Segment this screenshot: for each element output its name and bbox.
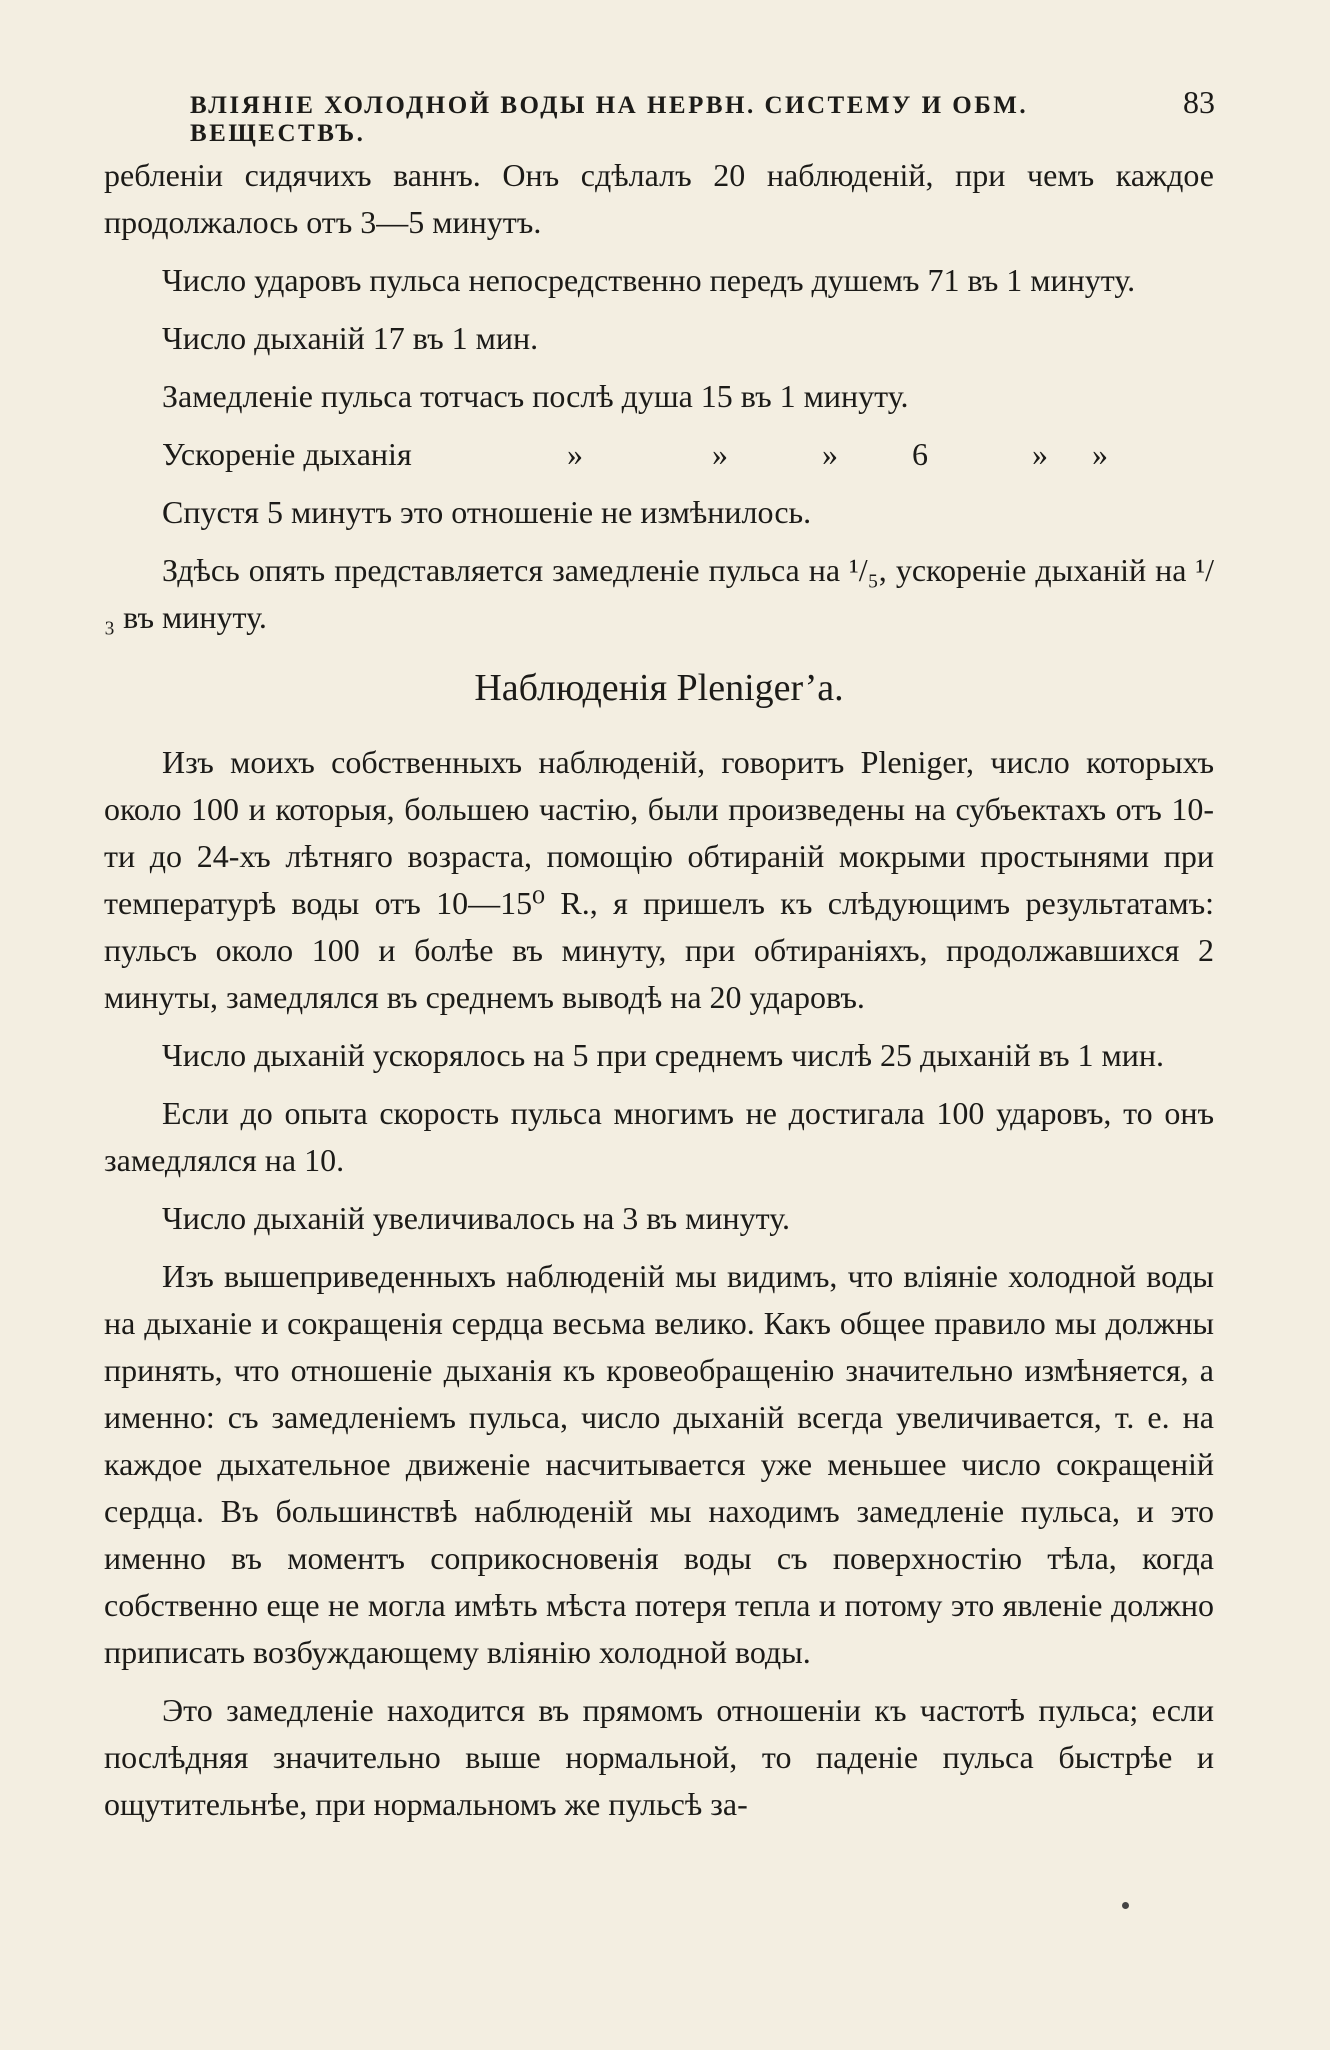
paragraph: Число ударовъ пульса непосредственно передъ душемъ 71 въ 1 минуту. xyxy=(162,262,1136,298)
ditto-mark: » xyxy=(1032,436,1048,472)
paragraph: ребленіи сидячихъ ваннъ. Онъ сдѣлалъ 20 наблюденій, при чемъ каждое продолжалось отъ 3—5 минутъ. xyxy=(104,157,1214,240)
paragraph: Здѣсь опять представляется замедленіе пульса на ¹/₅, ускореніе дыханій на ¹/₃ въ минуту. xyxy=(104,552,1214,635)
page-number: 83 xyxy=(1183,84,1215,120)
ink-speck xyxy=(1122,1902,1129,1909)
page-body xyxy=(104,152,1214,1839)
paragraph: Число дыханій увеличивалось на 3 въ минуту. xyxy=(162,1200,791,1236)
paragraph: Изъ моихъ собственныхъ наблюденій, говоритъ Pleniger, число которыхъ около 100 и которыя, большею частію, были произведены на субъектахъ отъ 10-ти до 24-хъ лѣтняго возраста, помощію обтираній мокрыми простынями при температурѣ воды отъ 10—15⁰ R., я пришелъ къ слѣдующимъ результатамъ: пульсъ около 100 и болѣе въ минуту, при обтираніяхъ, продолжавшихся 2 минуты, замедлялся въ среднемъ выводѣ на 20 ударовъ. xyxy=(104,744,1214,1015)
paragraph: Если до опыта скорость пульса многимъ не достигала 100 ударовъ, то онъ замедлялся на 10. xyxy=(104,1095,1214,1178)
ditto-row xyxy=(104,431,1214,478)
paragraph: Это замедленіе находится въ прямомъ отношеніи къ частотѣ пульса; если послѣдняя значительно выше нормальной, то паденіе пульса быстрѣе и ощутительнѣе, при нормальномъ же пульсѣ за- xyxy=(104,1692,1214,1822)
ditto-row-value: 6 xyxy=(912,436,928,472)
running-head: ВЛІЯНІЕ ХОЛОДНОЙ ВОДЫ НА НЕРВН. СИСТЕМУ И ОБМ. ВЕЩЕСТВЪ. xyxy=(190,92,1029,147)
page-header xyxy=(190,84,1215,148)
ditto-mark: » xyxy=(1092,436,1108,472)
ditto-mark: » xyxy=(822,436,838,472)
paragraph: Изъ вышеприведенныхъ наблюденій мы видимъ, что вліяніе холодной воды на дыханіе и сокращенія сердца весьма велико. Какъ общее правило мы должны принять, что отношеніе дыханія къ кровеобращенію значительно измѣняется, а именно: съ замедленіемъ пульса, число дыханій всегда увеличивается, т. е. на каждое дыхательное движеніе насчитывается уже меньшее число сокращеній сердца. Въ большинствѣ наблюденій мы находимъ замедленіе пульса, и это именно въ моментъ соприкосновенія воды съ поверхностію тѣла, когда собственно еще не могла имѣть мѣста потеря тепла и потому это явленіе должно приписать возбуждающему вліянію холодной воды. xyxy=(104,1258,1214,1670)
paragraph: Замедленіе пульса тотчасъ послѣ душа 15 въ 1 минуту. xyxy=(162,378,909,414)
paragraph: Число дыханій ускорялось на 5 при среднемъ числѣ 25 дыханій въ 1 мин. xyxy=(162,1037,1164,1073)
ditto-mark: » xyxy=(712,436,728,472)
section-title: Наблюденія Pleniger’a. xyxy=(474,667,844,709)
paragraph: Спустя 5 минутъ это отношеніе не измѣнилось. xyxy=(162,494,812,530)
paragraph: Число дыханій 17 въ 1 мин. xyxy=(162,320,539,356)
ditto-row-label: Ускореніе дыханія xyxy=(162,436,412,472)
ditto-mark: » xyxy=(567,436,583,472)
